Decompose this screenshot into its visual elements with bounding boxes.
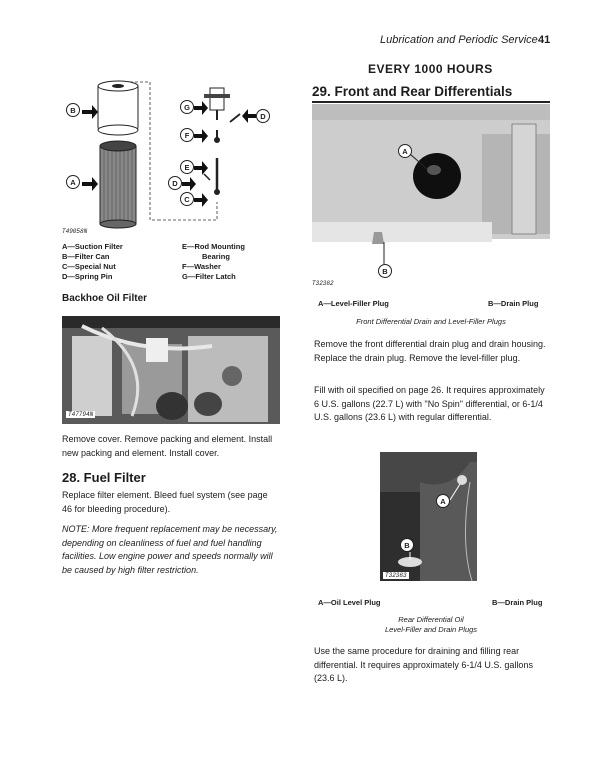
legend-item: A—Suction Filter [62, 242, 123, 251]
section-29-para-3: Use the same procedure for draining and filling rear differential. It requires approximately 6-1/4 U.S. gallons (23.6 L). [314, 646, 533, 683]
rear-diff-label-b: B—Drain Plug [492, 598, 543, 607]
page-number: 41 [538, 34, 551, 46]
legend-item: G—Filter Latch [182, 272, 236, 281]
callout-b-drain: B [378, 264, 392, 278]
rear-diff-label-a: A—Oil Level Plug [318, 598, 381, 607]
front-diff-label-a: A—Level-Filler Plug [318, 299, 389, 308]
section-28-para: Replace filter element. Bleed fuel system (see page 46 for bleeding procedure). [62, 490, 268, 514]
legend-item: E—Rod Mounting [182, 242, 245, 251]
callout-g: G [180, 100, 194, 114]
legend-item: F—Washer [182, 262, 221, 271]
callout-c: C [180, 192, 194, 206]
front-diff-label-b: B—Drain Plug [488, 299, 539, 308]
filter-figure-tag: T49058N [62, 228, 88, 235]
filter-diagram [60, 72, 280, 232]
rear-differential-photo [380, 452, 477, 581]
callout-d-pin: D [256, 109, 270, 123]
backhoe-photo-image [62, 316, 280, 424]
callout-d: D [168, 176, 182, 190]
callout-f: F [180, 128, 194, 142]
section-29-para-1: Remove the front differential drain plug and drain housing. Replace the drain plug. Remove the level-filler plug. [314, 339, 546, 363]
front-diff-caption: Front Differential Drain and Level-Filler Plugs [356, 317, 506, 326]
backhoe-title: Backhoe Oil Filter [62, 293, 148, 304]
heading-rule [312, 101, 550, 103]
section-28-note: NOTE: More frequent replacement may be necessary, depending on cleanliness of fuel and fuel handling facilities. Low engine power and speeds normally will be caused by high filter restriction. [62, 524, 278, 575]
filter-legend-left [62, 242, 123, 282]
callout-b-rear-drain: B [400, 538, 414, 552]
backhoe-photo-tag: T47794N [68, 411, 94, 418]
legend-item: D—Spring Pin [62, 272, 113, 281]
front-differential-photo [312, 104, 550, 280]
section-heading: EVERY 1000 HOURS [368, 62, 493, 76]
front-diff-tag: T32382 [312, 280, 334, 287]
filter-legend-right [182, 242, 245, 282]
callout-b: B [66, 103, 80, 117]
legend-item: C—Special Nut [62, 262, 116, 271]
section-29-title: 29. Front and Rear Differentials [312, 84, 513, 99]
callout-a-level-filler: A [398, 144, 412, 158]
section-29-para-2: Fill with oil specified on page 26. It requires approximately 6 U.S. gallons (22.7 L) with "No Spin" differential, or 6-1/4 U.S. gallons (23.6 L) with regular differential. [314, 385, 545, 422]
rear-diff-caption-line-2: Level-Filler and Drain Plugs [384, 625, 478, 634]
rear-diff-image [380, 452, 477, 581]
running-title: Lubrication and Periodic Service [380, 34, 538, 46]
front-diff-image [312, 104, 550, 280]
rear-diff-caption-line-1: Rear Differential Oil [398, 615, 464, 624]
callout-e: E [180, 160, 194, 174]
callout-a: A [66, 175, 80, 189]
filter-diagram-drawing [60, 72, 280, 232]
rear-diff-tag: T32383 [385, 572, 407, 579]
backhoe-photo [62, 316, 280, 424]
callout-a-oil-level: A [436, 494, 450, 508]
section-28-title: 28. Fuel Filter [62, 470, 146, 485]
legend-item: Bearing [202, 252, 230, 261]
backhoe-para: Remove cover. Remove packing and element. Install new packing and element. Install cover. [62, 434, 273, 458]
legend-item: B—Filter Can [62, 252, 110, 261]
